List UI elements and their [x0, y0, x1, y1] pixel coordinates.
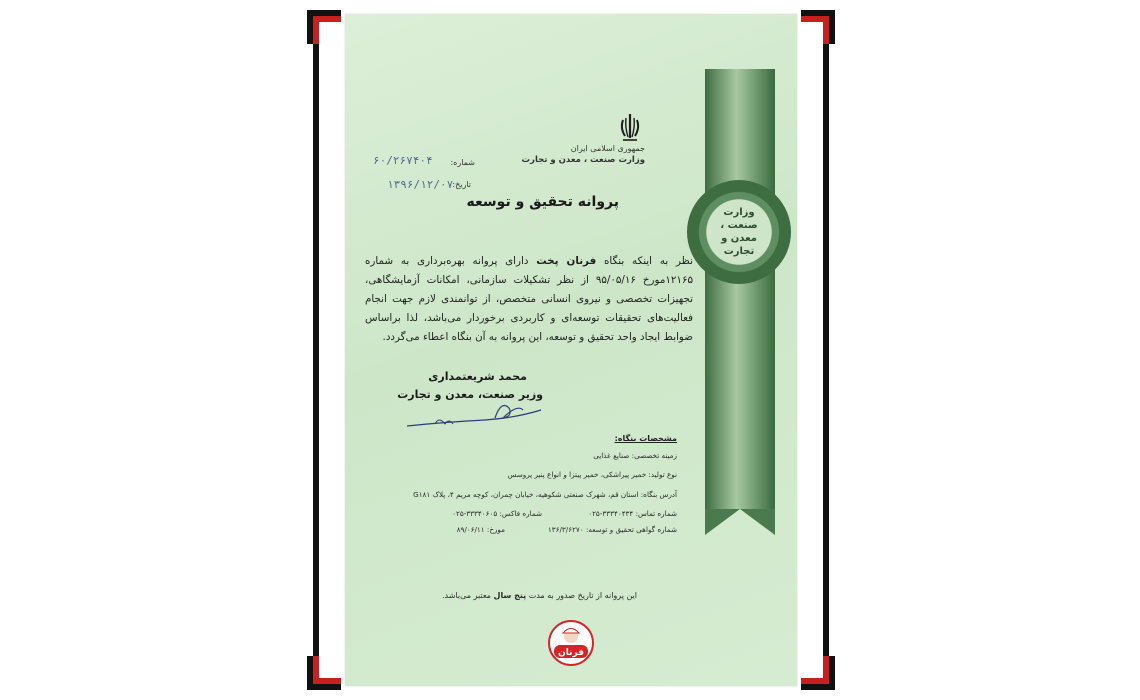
frame-right-bar [823, 32, 829, 668]
number-value: ۶۰/۲۶۷۴۰۴ [373, 154, 433, 167]
spec-products: نوع تولید: خمیر پیراشکی، خمیر پیتزا و انواع پنیر پروسس [507, 470, 677, 479]
spec-certificate-date: مورخ: ۸۹/۰۶/۱۱ [456, 525, 505, 534]
seal-text: وزارت صنعت ، معدن و تجارت [720, 207, 758, 257]
company-name: فرنان پخت [536, 255, 597, 267]
corner-ornament-top-left [307, 10, 341, 44]
validity-note [442, 591, 637, 600]
validity-period: پنج سال [493, 591, 527, 600]
iran-emblem-icon [617, 112, 643, 142]
corner-ornament-bottom-right [801, 656, 835, 690]
body-rest: دارای پروانه بهره‌برداری به شماره ۱۲۱۶۵مورخ ۹۵/۰۵/۱۶ از نظر تشکیلات سازمانی، امکانات آزمایشگاهی، تجهیزات تخصصی و نیروی انسانی متخصص، از توانمندی لازم جهت انجام فعالیت‌های تحقیقات توسعه‌ای و کاربردی برخوردار می‌باشد، لذا براساس ضوابط ایجاد واحد تحقیق و توسعه، این پروانه به آن بنگاه اعطاء می‌گردد. [365, 255, 694, 343]
validity-before: این پروانه از تاریخ صدور به مدت [528, 591, 637, 600]
decorative-ribbon [705, 69, 775, 509]
signature-icon [405, 396, 545, 432]
frame-left-bar [313, 32, 319, 668]
body-intro: نظر به اینکه بنگاه [604, 255, 693, 267]
logo-text: فرنان [558, 648, 584, 658]
emblem-caption: جمهوری اسلامی ایران [570, 144, 645, 153]
date-value: ۱۳۹۶/۱۲/۰۷ [387, 178, 454, 191]
number-label: شماره: [450, 158, 475, 167]
date-label: تاریخ: [452, 180, 471, 189]
certificate-document [345, 14, 797, 686]
ribbon-tail [705, 509, 775, 535]
validity-after: معتبر می‌باشد. [441, 591, 491, 600]
corner-ornament-top-right [801, 10, 835, 44]
spec-field: زمینه تخصصی: صنایع غذایی [593, 451, 677, 460]
spec-fax: شماره فاکس: ۳۳۳۴۰۶۰۵-۰۲۵ [452, 509, 542, 518]
document-title: پروانه تحقیق و توسعه [466, 194, 619, 210]
signatory-title: وزیر صنعت، معدن و تجارت [397, 388, 543, 401]
ministry-name: وزارت صنعت ، معدن و تجارت [521, 155, 645, 165]
spec-address: آدرس بنگاه: استان قم، شهرک صنعتی شکوهیه، خیابان چمران، کوچه مریم ۴، پلاک G۱۸۱ [413, 490, 677, 499]
specs-heading: مشخصات بنگاه: [614, 434, 677, 443]
signatory-name: محمد شریعتمداری [428, 370, 527, 383]
ministry-seal [687, 180, 791, 284]
farnan-logo [548, 620, 594, 666]
spec-phone: شماره تماس: ۳۳۳۴۰۴۳۴-۰۲۵ [588, 509, 677, 518]
document-body [365, 252, 693, 347]
spec-certificate: شماره گواهی تحقیق و توسعه: ۱۳۶/۳/۶۲۷۰ [547, 525, 677, 534]
corner-ornament-bottom-left [307, 656, 341, 690]
